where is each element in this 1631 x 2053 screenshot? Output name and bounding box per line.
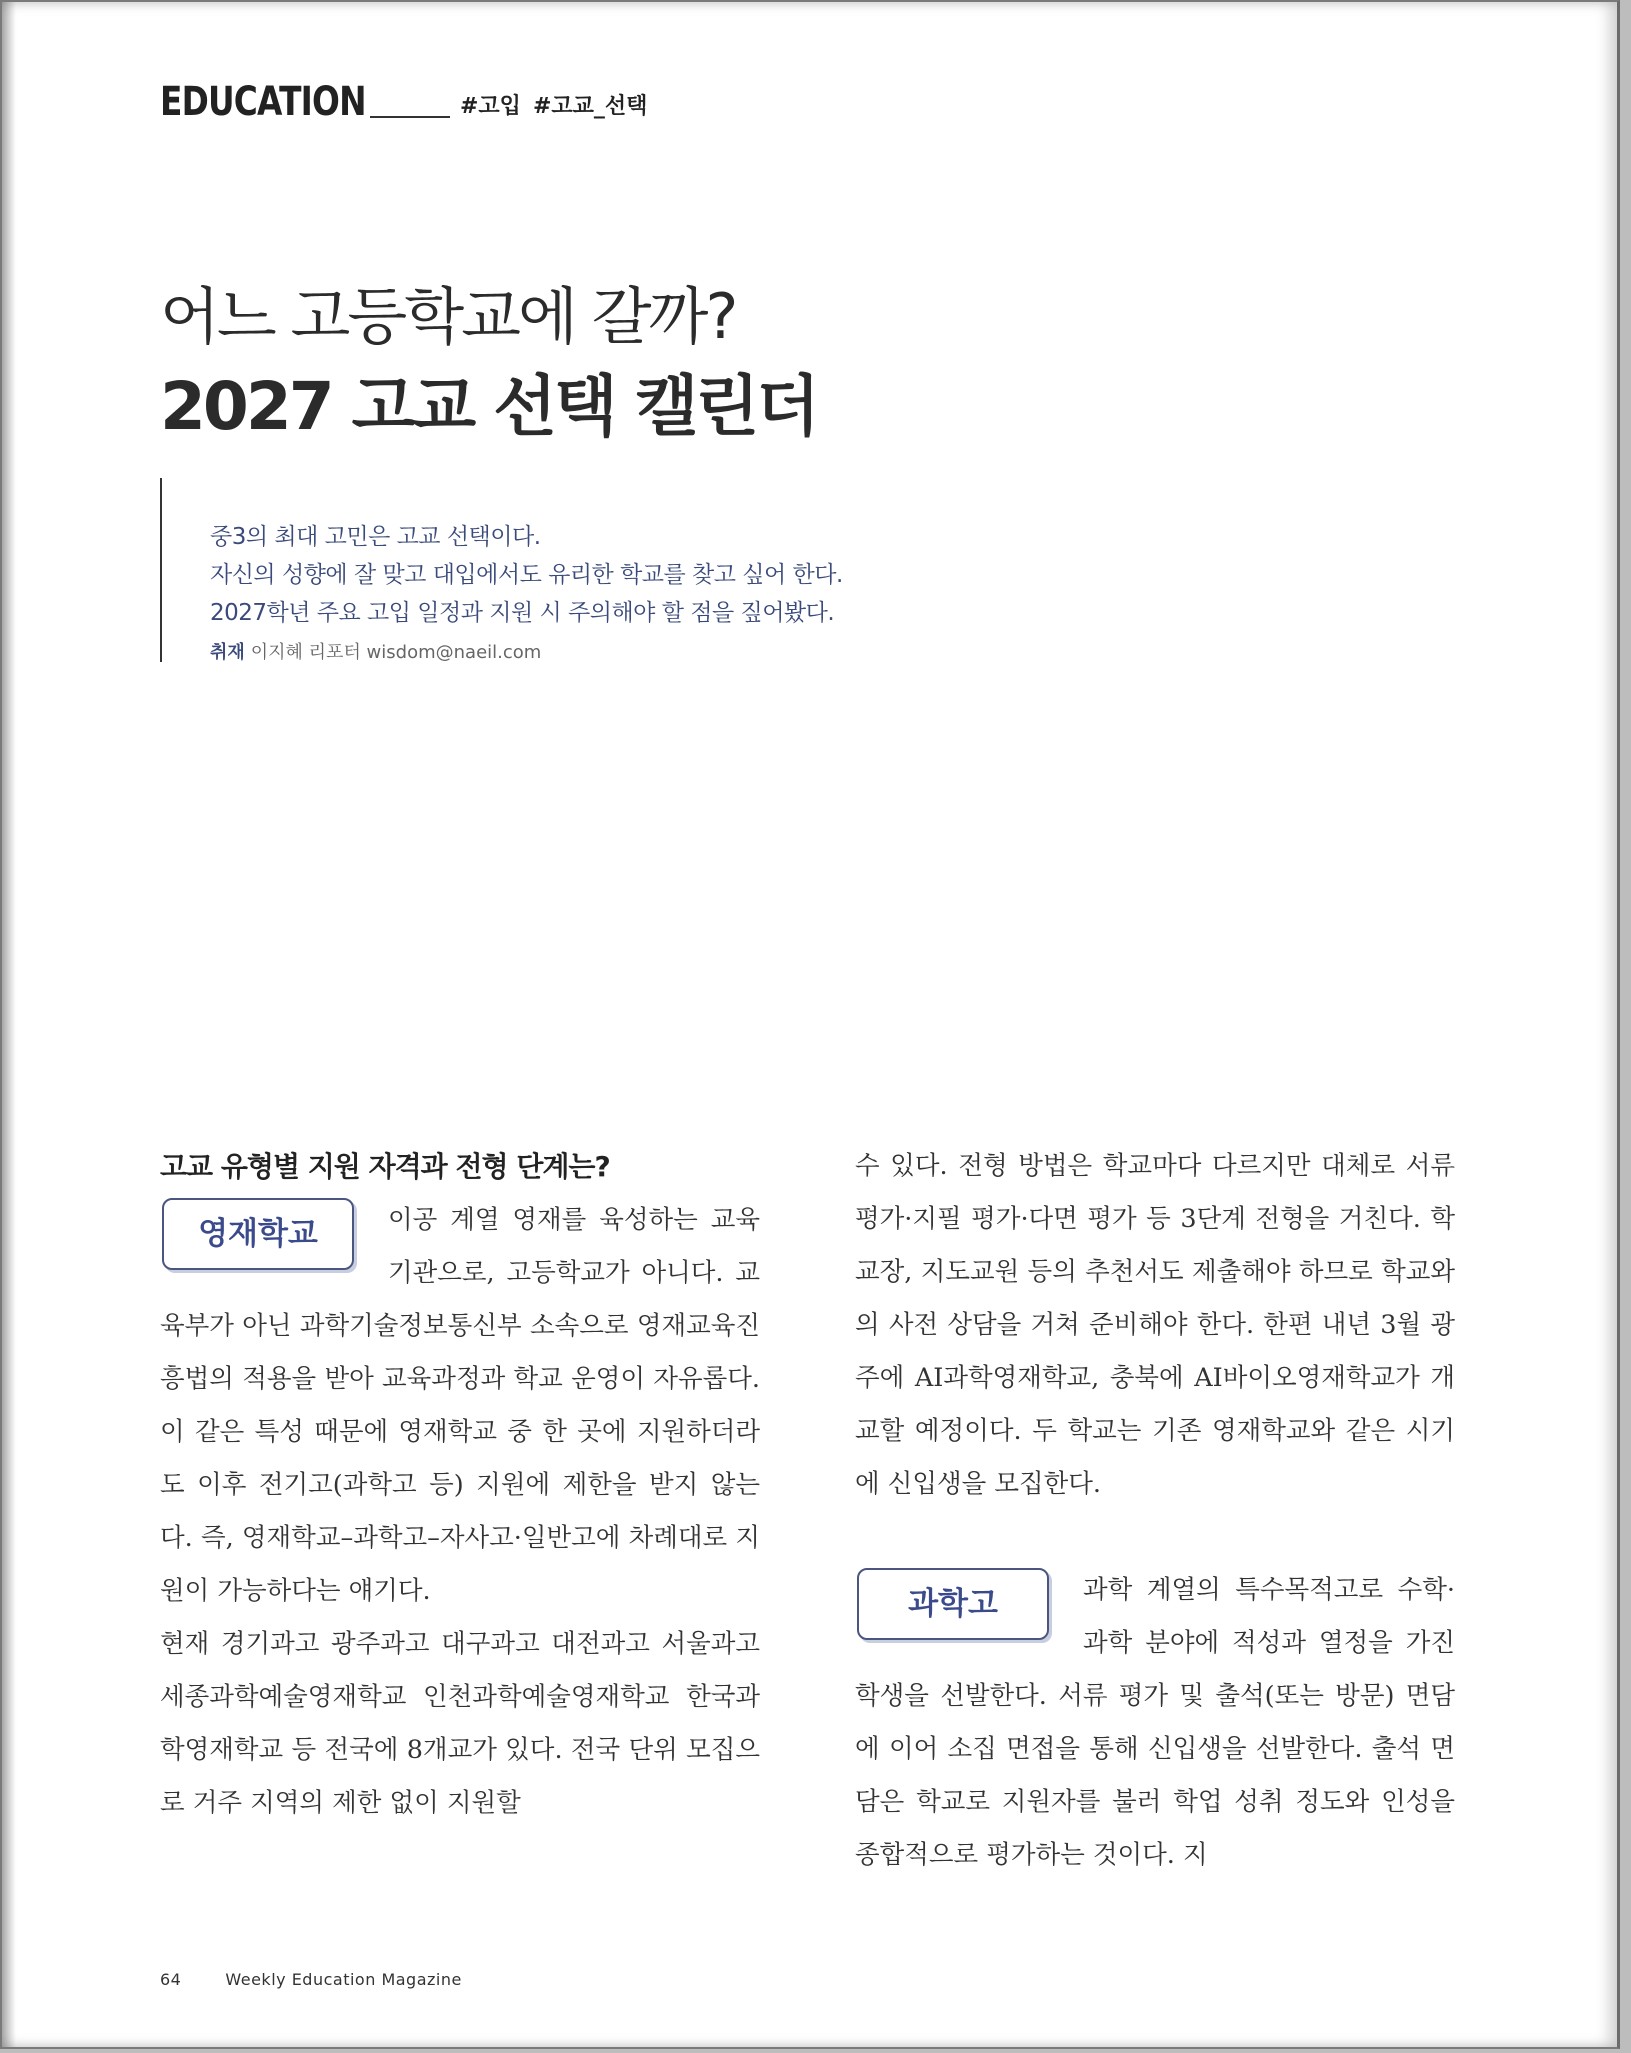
body-paragraph: 수 있다. 전형 방법은 학교마다 다르지만 대체로 서류 평가·지필 평가·다면 평가 등 3단계 전형을 거친다. 학교장, 지도교원 등의 추천서도 제출해야 하므로 학교와의 사전 상담을 거쳐 준비해야 한다. 한편 내년 3월 광주에 AI과학영재학교, 충북에 AI바이오영재학교가 개교할 예정이다. 두 학교는 기존 영재학교와 같은 시기에 신입생을 모집한다. [855,1151,1455,1499]
body-paragraph: 과학 계열의 특수목적고로 수학·과학 분야에 적성과 열정을 가진 학생을 선발한다. 서류 평가 및 출석(또는 방문) 면담에 이어 소집 면접을 통해 신입생을 선발한다. 출석 면담은 학교로 지원자를 불러 학업 성취 정도와 인성을 종합적으로 평가하는 것이다. 지 [855,1575,1455,1870]
header-rule [370,116,450,118]
body-column-left [160,1140,760,1830]
byline-text: 이지혜 리포터 wisdom@naeil.com [250,642,542,663]
section-header [160,79,648,125]
page-number: 64 [160,1970,182,1989]
tag: #고교_선택 [532,94,648,119]
school-type-label: 과학고 [857,1568,1049,1640]
body-paragraph: 현재 경기과고 광주과고 대구과고 대전과고 서울과고 세종과학예술영재학교 인천과학예술영재학교 한국과학영재학교 등 전국에 8개교가 있다. 전국 단위 모집으로 거주 지역의 제한 없이 지원할 [160,1629,760,1818]
page-footer [160,1970,462,1989]
body-column-right [855,1140,1455,1882]
magazine-name: Weekly Education Magazine [225,1970,462,1989]
body-paragraph: 이공 계열 영재를 육성하는 교육기관으로, 고등학교가 아니다. 교육부가 아닌 과학기술정보통신부 소속으로 영재교육진흥법의 적용을 받아 교육과정과 학교 운영이 자유롭다. 이 같은 특성 때문에 영재학교 중 한 곳에 지원하더라도 이후 전기고(과학고 등) 지원에 제한을 받지 않는다. 즉, 영재학교–과학고–자사고·일반고에 차례대로 지원이 가능하다는 얘기다. [160,1205,760,1606]
byline-label: 취재 [210,642,245,663]
article-title [160,272,817,452]
lead-line: 자신의 성향에 잘 맞고 대입에서도 유리한 학교를 찾고 싶어 한다. [210,562,843,588]
lead-paragraph [160,478,843,662]
section-subhead: 고교 유형별 지원 자격과 전형 단계는? [160,1150,610,1183]
tag-list [460,89,647,120]
page-fold-shadow [2,2,16,2047]
lead-line: 중3의 최대 고민은 고교 선택이다. [210,524,541,550]
byline [210,638,843,664]
section-label: EDUCATION [160,79,366,125]
title-line-2: 2027 고교 선택 캘린더 [160,368,817,445]
paragraph-gap [855,1511,1455,1564]
school-type-label: 영재학교 [162,1198,354,1270]
title-line-1: 어느 고등학교에 갈까? [160,280,736,353]
tag: #고입 [460,94,521,119]
lead-line: 2027학년 주요 고입 일정과 지원 시 주의해야 할 점을 짚어봤다. [210,600,835,626]
